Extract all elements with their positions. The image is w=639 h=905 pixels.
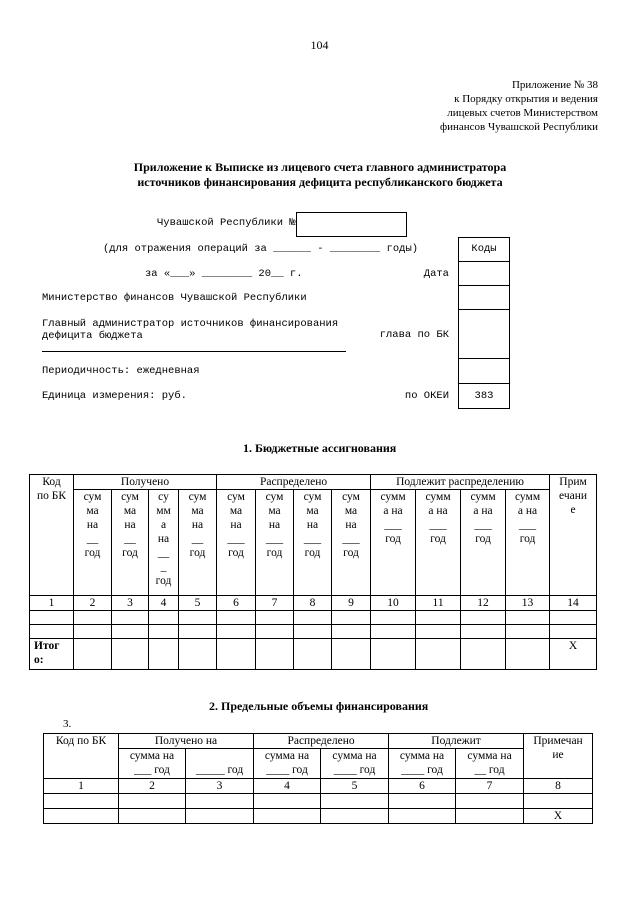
date-code-label: Дата <box>423 268 449 280</box>
cell-text: ___ <box>384 519 402 531</box>
cell-text: сум <box>265 491 284 503</box>
table-cell[interactable] <box>371 611 416 625</box>
cell-text: __ <box>86 533 99 545</box>
cell-text: год <box>475 533 491 545</box>
table-cell[interactable] <box>389 794 456 809</box>
cell-text: о: <box>34 654 44 666</box>
codes-divider <box>458 358 510 359</box>
cell-text: ___ <box>342 533 360 545</box>
sum-col <box>389 749 456 779</box>
cell-text: год <box>304 547 321 559</box>
cell-text: год <box>122 547 138 559</box>
period-label: (для отражения операций за ______ - ________ годы) <box>103 243 419 255</box>
table-cell[interactable] <box>456 809 524 824</box>
cell-text: год <box>343 547 359 559</box>
section1-title: 1. Бюджетные ассигнования <box>243 441 397 455</box>
col-number: 10 <box>371 596 416 611</box>
cell-text: на <box>157 533 170 545</box>
distributed-sum-col <box>217 490 256 596</box>
received-sum-col <box>112 490 149 596</box>
cell-text: сум <box>227 491 245 503</box>
table-row <box>30 625 597 639</box>
table-cell[interactable] <box>389 809 456 824</box>
admin-underline <box>42 351 346 352</box>
note-header <box>524 734 593 779</box>
col-number: 8 <box>294 596 332 611</box>
cell-text: сумма на <box>467 750 512 762</box>
statement-date-line: за «___» ________ 20__ г. <box>145 268 303 280</box>
cell-text: ___ <box>518 519 537 531</box>
cell-text: на <box>191 519 204 531</box>
cell-text: ___ <box>474 519 492 531</box>
distributed-header: Распределено <box>254 734 389 749</box>
table-cell[interactable] <box>149 625 179 639</box>
table-cell[interactable] <box>256 625 294 639</box>
received-header: Получено на <box>119 734 254 749</box>
table-row <box>30 611 597 625</box>
table-cell[interactable] <box>149 639 179 670</box>
col-number: 5 <box>321 779 389 794</box>
cell-text: на <box>230 519 242 531</box>
cell-text: год <box>228 547 244 559</box>
hdr-text: ие <box>552 749 564 761</box>
cell-text: а на <box>517 505 538 517</box>
okei-label: по ОКЕИ <box>404 390 449 402</box>
cell-text: ___ <box>227 533 245 545</box>
table-cell[interactable] <box>119 794 186 809</box>
row-note: Х <box>524 809 593 824</box>
cell-text: на <box>268 519 281 531</box>
cell-text: ___ <box>429 519 447 531</box>
cell-text: на <box>124 519 136 531</box>
table-cell[interactable] <box>416 611 461 625</box>
page-number: 104 <box>310 38 329 52</box>
table-cell[interactable] <box>461 639 506 670</box>
cell-text: сумма на <box>332 750 377 762</box>
table-cell[interactable] <box>44 794 119 809</box>
hdr-text: Прим <box>559 476 587 488</box>
distributed-sum-col <box>256 490 294 596</box>
cell-text: __ год <box>474 764 505 776</box>
sum-col <box>456 749 524 779</box>
cell-text: __ <box>157 547 170 559</box>
cell-text: а на <box>383 505 403 517</box>
table-cell[interactable] <box>321 794 389 809</box>
table-row <box>44 794 593 809</box>
table-row <box>44 809 593 824</box>
table-cell[interactable] <box>119 809 186 824</box>
cell-text: ___ <box>265 533 284 545</box>
cell-text: год <box>385 533 401 545</box>
col-number: 8 <box>524 779 593 794</box>
cell-text: Итог <box>34 640 60 652</box>
table-cell[interactable] <box>506 611 550 625</box>
table-cell[interactable] <box>371 639 416 670</box>
received-sum-col <box>149 490 179 596</box>
table-cell[interactable] <box>254 794 321 809</box>
table-cell[interactable] <box>506 625 550 639</box>
note-header <box>550 475 597 596</box>
table-cell[interactable] <box>461 611 506 625</box>
total-note: Х <box>550 639 597 670</box>
col-code-header: Код по БК <box>44 734 119 779</box>
table-cell[interactable] <box>30 611 74 625</box>
col-number: 11 <box>416 596 461 611</box>
budget-allocations-table <box>29 474 597 670</box>
hdr-text: Код <box>42 476 61 488</box>
document-title <box>60 160 580 190</box>
cell-text: на <box>345 519 357 531</box>
table-cell[interactable] <box>332 611 371 625</box>
table-cell[interactable] <box>112 611 149 625</box>
stray-number: 3. <box>63 718 72 730</box>
distributed-sum-col <box>332 490 371 596</box>
cell-text: __ <box>124 533 136 545</box>
distributed-header: Распределено <box>217 475 371 490</box>
cell-text: су <box>158 491 169 503</box>
admin-line: дефицита бюджета <box>42 330 143 342</box>
hdr-text: е <box>570 504 576 516</box>
col-number: 2 <box>119 779 186 794</box>
cell-text: ___ <box>303 533 322 545</box>
appendix-line: финансов Чувашской Республики <box>439 121 598 133</box>
table-cell[interactable] <box>506 639 550 670</box>
table-cell[interactable] <box>179 625 217 639</box>
cell-text: ма <box>306 505 319 517</box>
codes-divider <box>458 309 510 310</box>
table-cell[interactable] <box>456 794 524 809</box>
table-cell[interactable] <box>332 639 371 670</box>
cell-text: _ <box>160 561 167 573</box>
col-number: 2 <box>74 596 112 611</box>
cell-text: __ <box>191 533 204 545</box>
sum-col <box>119 749 186 779</box>
col-number: 4 <box>149 596 179 611</box>
cell-text: год <box>266 547 283 559</box>
cell-text: сумм <box>425 491 451 503</box>
col-number: 6 <box>389 779 456 794</box>
cell-text: ____ год <box>266 764 308 776</box>
cell-text: мм <box>156 505 171 517</box>
cell-text: год <box>430 533 446 545</box>
cell-text: ____ год <box>333 764 376 776</box>
cell-text: сум <box>188 491 207 503</box>
table-cell[interactable] <box>186 809 254 824</box>
cell-text: на <box>306 519 319 531</box>
table-cell[interactable] <box>332 625 371 639</box>
okei-code-value: 383 <box>474 390 494 402</box>
table-cell[interactable] <box>74 625 112 639</box>
table-cell[interactable] <box>254 809 321 824</box>
section2-title: 2. Предельные объемы финансирования <box>209 699 429 713</box>
codes-divider <box>458 383 510 384</box>
col-number: 9 <box>332 596 371 611</box>
received-header: Получено <box>74 475 217 490</box>
cell-text: а на <box>428 505 448 517</box>
pending-sum-col <box>461 490 506 596</box>
table-cell[interactable] <box>294 639 332 670</box>
hdr-text: ечани <box>559 490 588 502</box>
cell-text: год <box>84 547 101 559</box>
pending-header: Подлежит распределению <box>371 475 550 490</box>
financing-limits-table <box>43 733 593 824</box>
cell-text: ма <box>191 505 204 517</box>
col-number: 1 <box>30 596 74 611</box>
table-cell[interactable] <box>550 611 597 625</box>
col-number: 13 <box>506 596 550 611</box>
cell-text <box>186 749 253 763</box>
table-cell[interactable] <box>524 794 593 809</box>
cell-text: ма <box>229 505 243 517</box>
cell-text: сумма на <box>264 750 310 762</box>
total-row <box>30 639 597 670</box>
sum-col <box>321 749 389 779</box>
table-cell[interactable] <box>179 639 217 670</box>
cell-text: сумм <box>470 491 496 503</box>
cell-text: сумм <box>514 491 541 503</box>
table-cell[interactable] <box>416 625 461 639</box>
column-numbers-row <box>44 779 593 794</box>
ministry-name: Министерство финансов Чувашской Республики <box>42 292 307 304</box>
cell-text: сум <box>303 491 322 503</box>
table-cell[interactable] <box>112 639 149 670</box>
cell-text: а <box>160 519 167 531</box>
col-number: 7 <box>456 779 524 794</box>
cell-text: сумма на <box>129 750 175 762</box>
table-cell[interactable] <box>44 809 119 824</box>
cell-text: сум <box>342 491 360 503</box>
table-cell[interactable] <box>256 639 294 670</box>
account-label: Чувашской Республики № <box>157 217 296 229</box>
account-number-field[interactable] <box>296 212 407 237</box>
appendix-line: Приложение № 38 <box>511 79 598 91</box>
col-code-header <box>30 475 74 596</box>
title-line: источников финансирования дефицита республиканского бюджета <box>137 175 503 189</box>
distributed-sum-col <box>294 490 332 596</box>
table-cell[interactable] <box>217 625 256 639</box>
table-cell[interactable] <box>149 611 179 625</box>
measurement-unit: Единица измерения: руб. <box>42 390 187 402</box>
table-cell[interactable] <box>74 639 112 670</box>
cell-text: ма <box>86 505 99 517</box>
hdr-text: по БК <box>36 490 67 502</box>
sum-col <box>186 749 254 779</box>
cell-text: год <box>189 547 206 559</box>
col-number: 3 <box>186 779 254 794</box>
cell-text: _____ год <box>195 764 244 776</box>
periodicity: Периодичность: ежедневная <box>42 365 200 377</box>
cell-text: ____ год <box>401 764 443 776</box>
table-cell[interactable] <box>256 611 294 625</box>
bk-code-label: глава по БК <box>379 329 449 341</box>
pending-sum-col <box>416 490 461 596</box>
cell-text: ___ год <box>134 764 170 776</box>
col-number: 4 <box>254 779 321 794</box>
col-number: 12 <box>461 596 506 611</box>
table-cell[interactable] <box>461 625 506 639</box>
cell-text: а на <box>473 505 493 517</box>
admin-line: Главный администратор источников финансирования <box>42 318 339 330</box>
cell-text: на <box>86 519 99 531</box>
table-cell[interactable] <box>186 794 254 809</box>
appendix-line: лицевых счетов Министерством <box>447 107 598 119</box>
table-cell[interactable] <box>217 639 256 670</box>
table-cell[interactable] <box>179 611 217 625</box>
table-cell[interactable] <box>371 625 416 639</box>
table-cell[interactable] <box>321 809 389 824</box>
codes-header: Коды <box>471 243 497 255</box>
table-cell[interactable] <box>217 611 256 625</box>
received-sum-col <box>74 490 112 596</box>
codes-divider <box>458 285 510 286</box>
table-cell[interactable] <box>30 625 74 639</box>
cell-text: сумма на <box>399 750 445 762</box>
sum-col <box>254 749 321 779</box>
col-number: 7 <box>256 596 294 611</box>
received-sum-col <box>179 490 217 596</box>
table-cell[interactable] <box>74 611 112 625</box>
cell-text: ма <box>344 505 358 517</box>
total-label <box>30 639 74 670</box>
cell-text: год <box>155 575 172 587</box>
cell-text: ма <box>123 505 137 517</box>
appendix-line: к Порядку открытия и ведения <box>454 93 598 105</box>
table-cell[interactable] <box>112 625 149 639</box>
codes-divider <box>458 261 510 262</box>
cell-text: ма <box>268 505 281 517</box>
col-number: 6 <box>217 596 256 611</box>
cell-text: сумм <box>380 491 406 503</box>
table-cell[interactable] <box>294 611 332 625</box>
cell-text: год <box>519 533 536 545</box>
title-line: Приложение к Выписке из лицевого счета главного администратора <box>133 160 507 174</box>
table-cell[interactable] <box>294 625 332 639</box>
pending-sum-col <box>506 490 550 596</box>
table-cell[interactable] <box>550 625 597 639</box>
pending-header: Подлежит <box>389 734 524 749</box>
appendix-reference <box>440 78 598 134</box>
column-numbers-row <box>30 596 597 611</box>
table-cell[interactable] <box>416 639 461 670</box>
col-number: 5 <box>179 596 217 611</box>
col-number: 3 <box>112 596 149 611</box>
col-number: 14 <box>550 596 597 611</box>
hdr-text: Примечан <box>533 735 583 747</box>
pending-sum-col <box>371 490 416 596</box>
col-number: 1 <box>44 779 119 794</box>
cell-text: сум <box>121 491 139 503</box>
cell-text: сум <box>83 491 102 503</box>
